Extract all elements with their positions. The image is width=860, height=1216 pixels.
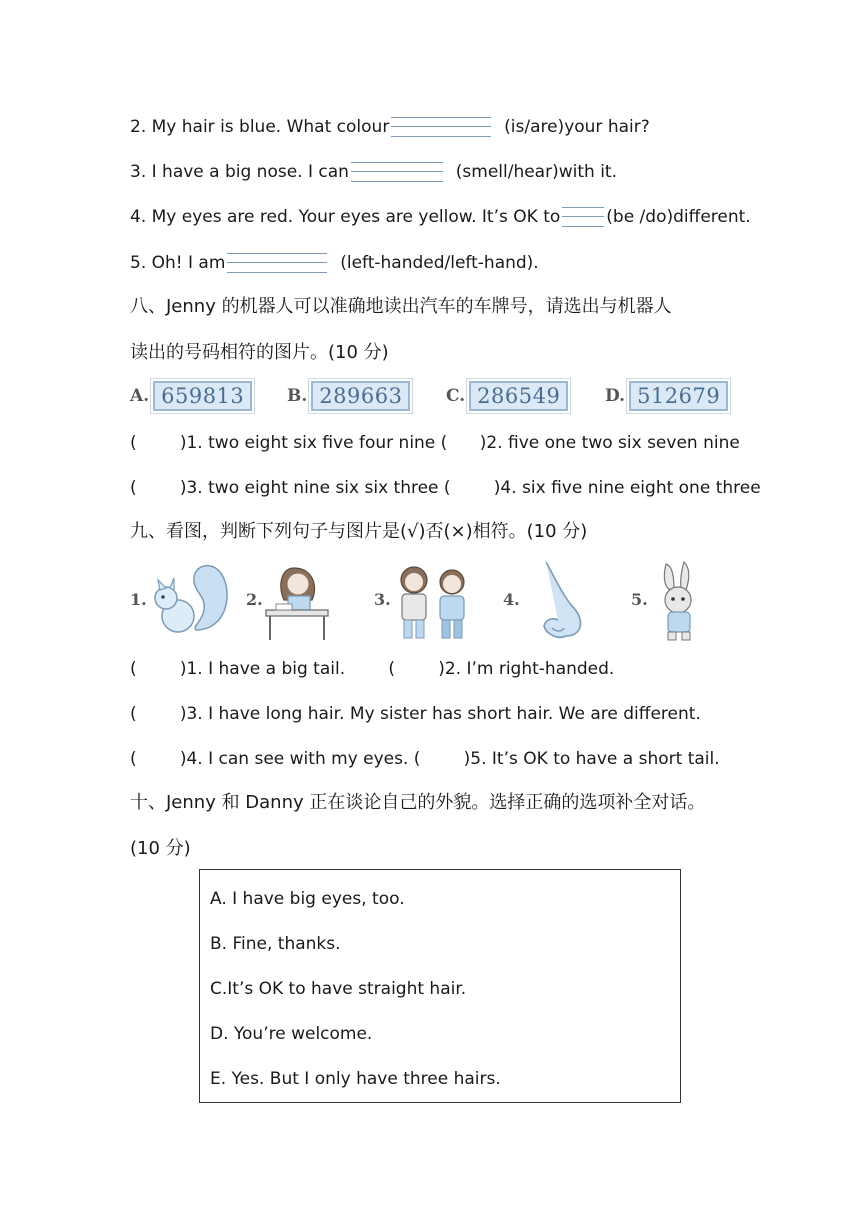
section-8-title-line2: 读出的号码相符的图片。(10 分) [130, 342, 389, 363]
question-4 [130, 205, 751, 229]
picture-2 [246, 560, 346, 642]
option-b: B. Fine, thanks. [210, 934, 341, 954]
picture-number: 2. [246, 590, 263, 609]
picture-1 [130, 560, 240, 642]
section-9-row-3: ( )4. I can see with my eyes. ( )5. It’s OK to have a short tail. [130, 749, 720, 769]
plate-option-c [446, 377, 568, 415]
option-d: D. You’re welcome. [210, 1024, 373, 1044]
section-8-title [130, 294, 735, 366]
section-9-row-2: ( )3. I have long hair. My sister has short hair. We are different. [130, 704, 701, 724]
plate-letter: A. [130, 386, 150, 406]
answer-blank[interactable] [351, 160, 443, 184]
picture-3 [374, 560, 484, 642]
section-9-row-1: ( )1. I have a big tail. ( )2. I’m right-handed. [130, 659, 615, 679]
section-10-title-line1: 十、Jenny 和 Danny 正在谈论自己的外貌。选择正确的选项补全对话。 [130, 792, 706, 813]
section-10-title [130, 790, 735, 862]
question-3 [130, 160, 617, 184]
plate-number: 512679 [629, 381, 728, 411]
picture-number: 5. [631, 590, 648, 609]
question-3-text: 3. I have a big nose. I can [130, 162, 349, 182]
picture-number: 4. [503, 590, 520, 609]
two-children-icon [392, 560, 480, 642]
plate-letter: B. [287, 386, 308, 406]
question-4-options: (be /do)different. [606, 207, 751, 227]
picture-5 [628, 560, 728, 642]
section-8-row-2: ( )3. two eight nine six six three ( )4. six five nine eight one three [130, 478, 761, 498]
picture-number: 1. [130, 590, 147, 609]
question-2-options: (is/are)your hair? [504, 117, 650, 137]
picture-number: 3. [374, 590, 391, 609]
plate-number: 659813 [153, 381, 252, 411]
question-3-options: (smell/hear)with it. [455, 162, 617, 182]
option-e: E. Yes. But I only have three hairs. [210, 1069, 501, 1089]
license-plates [130, 377, 735, 417]
girl-at-desk-icon [262, 560, 342, 642]
squirrel-icon [148, 560, 234, 638]
rabbit-icon [646, 560, 710, 642]
section-8-title-line1: 八、Jenny 的机器人可以准确地读出汽车的车牌号，请选出与机器人 [130, 296, 672, 317]
question-2 [130, 115, 650, 139]
options-box [199, 869, 681, 1103]
plate-number: 286549 [469, 381, 568, 411]
question-5-text: 5. Oh! I am [130, 253, 226, 273]
answer-blank[interactable] [562, 205, 604, 229]
plate-option-d [605, 377, 728, 415]
question-5-options: (left-handed/left-hand). [340, 253, 539, 273]
option-c: C.It’s OK to have straight hair. [210, 979, 467, 999]
answer-blank[interactable] [391, 115, 491, 139]
section-9-pictures [130, 560, 735, 642]
plate-number: 289663 [311, 381, 410, 411]
question-2-text: 2. My hair is blue. What colour [130, 117, 390, 137]
section-10-title-line2: (10 分) [130, 838, 191, 859]
question-5 [130, 251, 539, 275]
section-8-row-1: ( )1. two eight six five four nine ( )2. five one two six seven nine [130, 433, 740, 453]
option-a: A. I have big eyes, too. [210, 889, 405, 909]
plate-option-a [130, 377, 252, 415]
nose-icon [532, 560, 592, 642]
question-4-text: 4. My eyes are red. Your eyes are yellow. It’s OK to [130, 207, 561, 227]
answer-blank[interactable] [227, 251, 327, 275]
picture-4 [500, 560, 600, 642]
plate-option-b [287, 377, 410, 415]
section-9-title: 九、看图，判断下列句子与图片是(√)否(×)相符。(10 分) [130, 521, 588, 542]
plate-letter: D. [605, 386, 626, 406]
plate-letter: C. [446, 386, 466, 406]
